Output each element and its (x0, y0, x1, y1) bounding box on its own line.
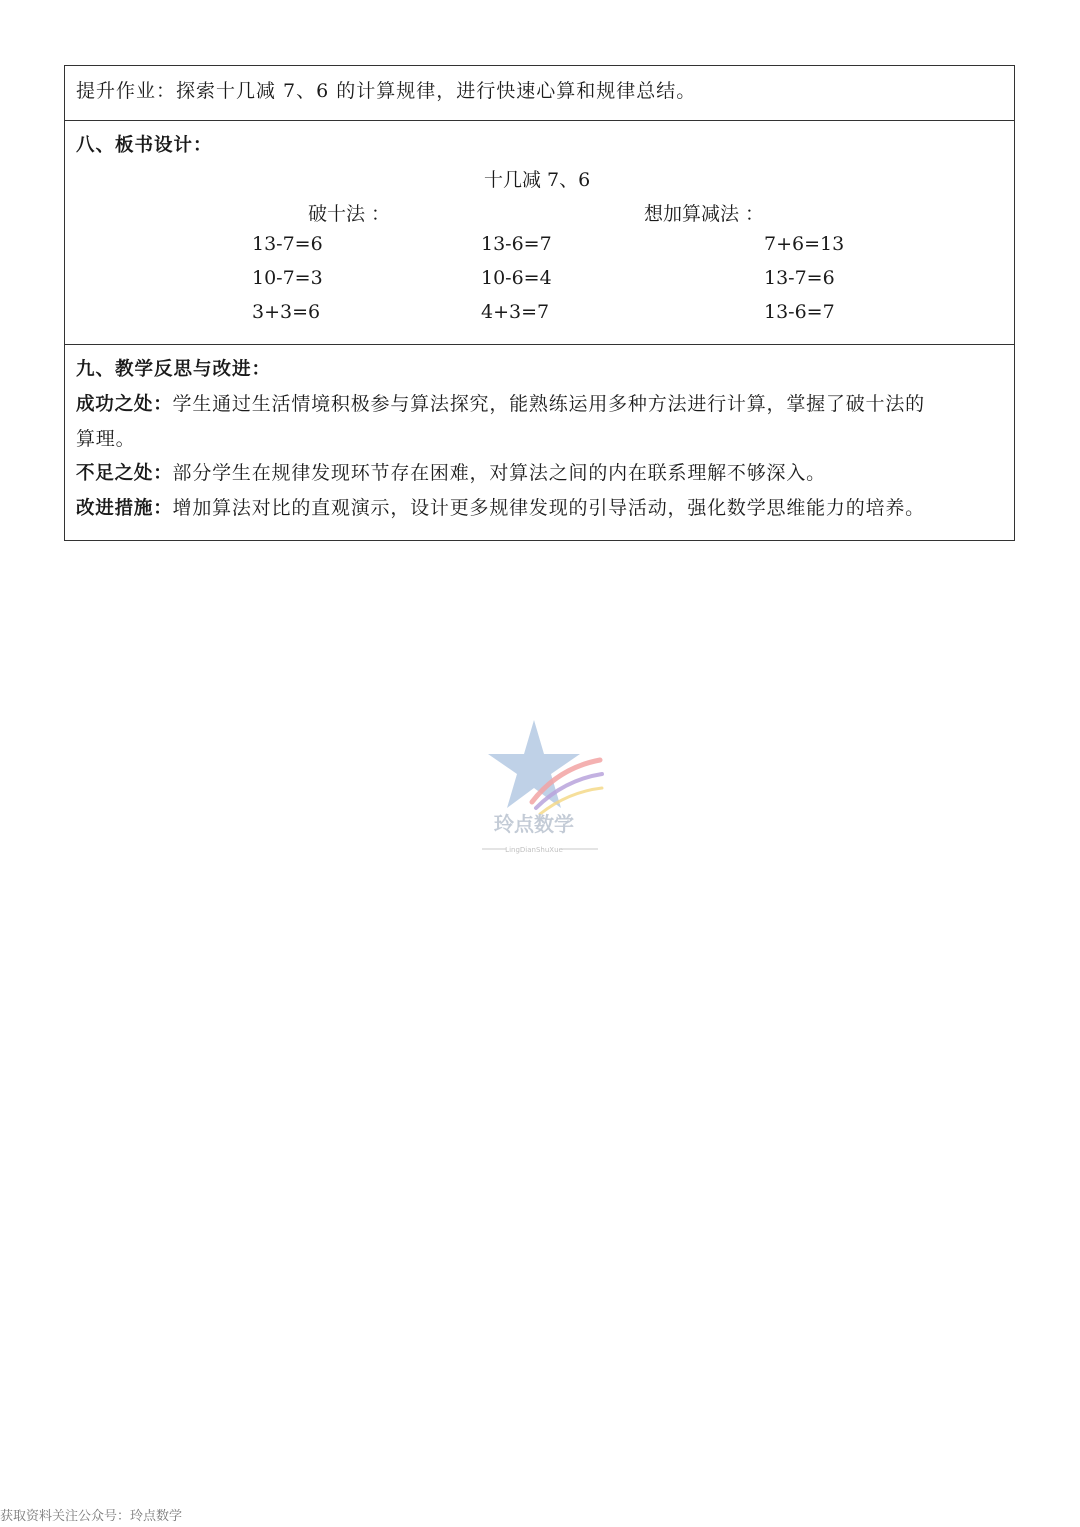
board-title: 十几减 7、6 (484, 169, 591, 191)
brand-sub: LingDianShuXue (505, 846, 563, 854)
success-paragraph (76, 387, 1004, 422)
board-design-row (65, 121, 1014, 345)
equation: 13-7=6 (252, 233, 323, 255)
method-left-label: 破十法 ： (308, 203, 391, 225)
improve-paragraph (76, 491, 1004, 526)
lack-label: 不足之处： (76, 463, 173, 484)
improve-label: 改进措施： (76, 498, 173, 519)
reflection-row (65, 345, 1014, 540)
equation: 3+3=6 (252, 301, 321, 323)
method-right-label: 想加算减法 ： (644, 203, 765, 225)
equation: 10-7=3 (252, 267, 323, 289)
reflection-heading: 九、教学反思与改进： (76, 359, 272, 380)
star-logo-icon (478, 716, 608, 856)
homework-row (65, 66, 1014, 121)
success-label: 成功之处： (76, 394, 173, 415)
lesson-plan-table (64, 65, 1015, 541)
success-continued: 算理。 (76, 428, 136, 450)
homework-text: 提升作业：探索十几减 7、6 的计算规律，进行快速心算和规律总结。 (76, 80, 697, 102)
equation: 10-6=4 (481, 267, 552, 289)
brand-watermark-logo (478, 716, 608, 856)
success-text: 学生通过生活情境积极参与算法探究，能熟练运用多种方法进行计算，掌握了破十法的 (172, 393, 925, 415)
equation: 7+6=13 (764, 233, 845, 255)
footer-note: 获取资料关注公众号：玲点数学 (0, 1509, 183, 1524)
brand-name: 玲点数学 (494, 812, 574, 836)
lack-text: 部分学生在规律发现环节存在困难，对算法之间的内在联系理解不够深入。 (172, 462, 826, 484)
equation: 13-6=7 (481, 233, 552, 255)
improve-text: 增加算法对比的直观演示，设计更多规律发现的引导活动，强化数学思维能力的培养。 (172, 497, 925, 519)
equation: 4+3=7 (481, 301, 550, 323)
board-heading: 八、板书设计： (76, 135, 213, 156)
lack-paragraph (76, 456, 1004, 491)
equation: 13-6=7 (764, 301, 835, 323)
equation: 13-7=6 (764, 267, 835, 289)
